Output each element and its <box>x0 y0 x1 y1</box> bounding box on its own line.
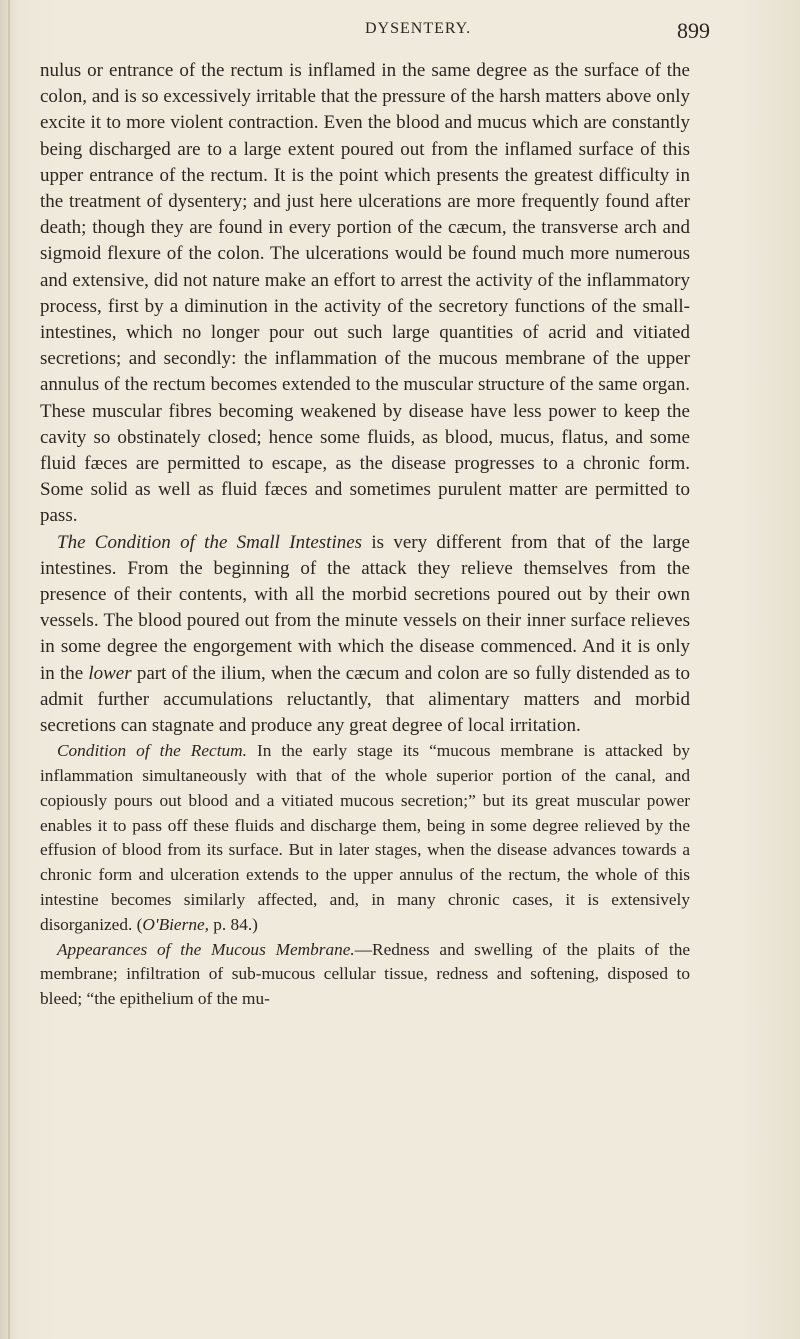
paragraph-text: —Redness and swelling of the plaits of the membrane; infiltration of sub-mucous cellular tissue, redness and softening, disposed to bleed; “the epithelium of the mu- <box>40 939 691 1009</box>
citation-author: O'Bierne, <box>142 914 209 934</box>
section-heading-small-intestines: The Condition of the Small Intestines <box>57 531 363 553</box>
paragraph-text: is very different from that of the large intestines. From the beginning of the attack they relieve themselves from the presence of their contents, with all the morbid secretions poured out by their own vessels. The blood poured out from the minute vessels on their inner surface relieves in some degree the engorgement with which the disease commenced. And it is only in the <box>40 531 690 684</box>
paragraph-text-continued: part of the ilium, when the cæcum and colon are so fully distended as to admit further accumulations reluctantly, that alimentary matters and morbid secretions can stagnate and produce any great degree of local irritation. <box>40 662 690 737</box>
paragraph-rectum-annulus <box>40 58 690 530</box>
page-number: 899 <box>677 18 710 43</box>
page-gutter-shadow <box>8 0 10 1339</box>
page-header <box>40 18 710 50</box>
paragraph-mucous-membrane <box>40 938 690 1012</box>
paragraph-rectum-condition <box>40 739 690 937</box>
running-head: DYSENTERY. <box>365 20 472 37</box>
paragraph-text: In the early stage its “mucous membrane is attacked by inflammation simultaneously with that of the whole superior portion of the canal, and copiously pours out blood and a vitiated mucous secretion;” but its great muscular power enables it to pass off these fluids and discharge them, being in some degree relieved by the effusion of blood from its surface. But in later stages, when the disease advances towards a chronic form and ulceration extends to the upper annulus of the rectum, the whole of this intestine becomes similarly affected, and, in many chronic cases, it is extensively disorganized. ( <box>40 741 690 934</box>
section-heading-rectum: Condition of the Rectum. <box>57 741 247 761</box>
body-text <box>40 58 690 1012</box>
emphasis-lower: lower <box>88 662 132 684</box>
paragraph-text: nulus or entrance of the rectum is inflamed in the same degree as the surface of the colon, and is so excessively irritable that the pressure of the harsh matters above only excite it to more violent contraction. Even the blood and mucus which are constantly being discharged are to a large extent poured out from the inflamed surface of this upper entrance of the rectum. It is the point which presents the greatest difficulty in the treatment of dysentery; and just here ulcerations are more frequently found after death; though they are found in every portion of the cæcum, the transverse arch and sigmoid flexure of the colon. The ulcerations would be found much more numerous and extensive, did not nature make an effort to arrest the activity of the inflammatory process, first by a diminution in the activity of the secretory functions of the small-intestines, which no longer pour out such large quantities of acrid and vitiated secretions; and secondly: the inflammation of the mucous membrane of the upper annulus of the rectum becomes extended to the muscular structure of the same organ. These muscular fibres becoming weakened by disease have less power to keep the cavity so obstinately closed; hence some fluids, as blood, mucus, flatus, and some fluid fæces are permitted to escape, as the disease progresses to a chronic form. Some solid as well as fluid fæces and sometimes purulent matter are permitted to pass. <box>40 60 690 527</box>
section-heading-mucous-membrane: Appearances of the Mucous Membrane. <box>57 939 355 959</box>
paragraph-text-continued: p. 84.) <box>208 914 258 934</box>
paragraph-small-intestines <box>40 530 690 740</box>
